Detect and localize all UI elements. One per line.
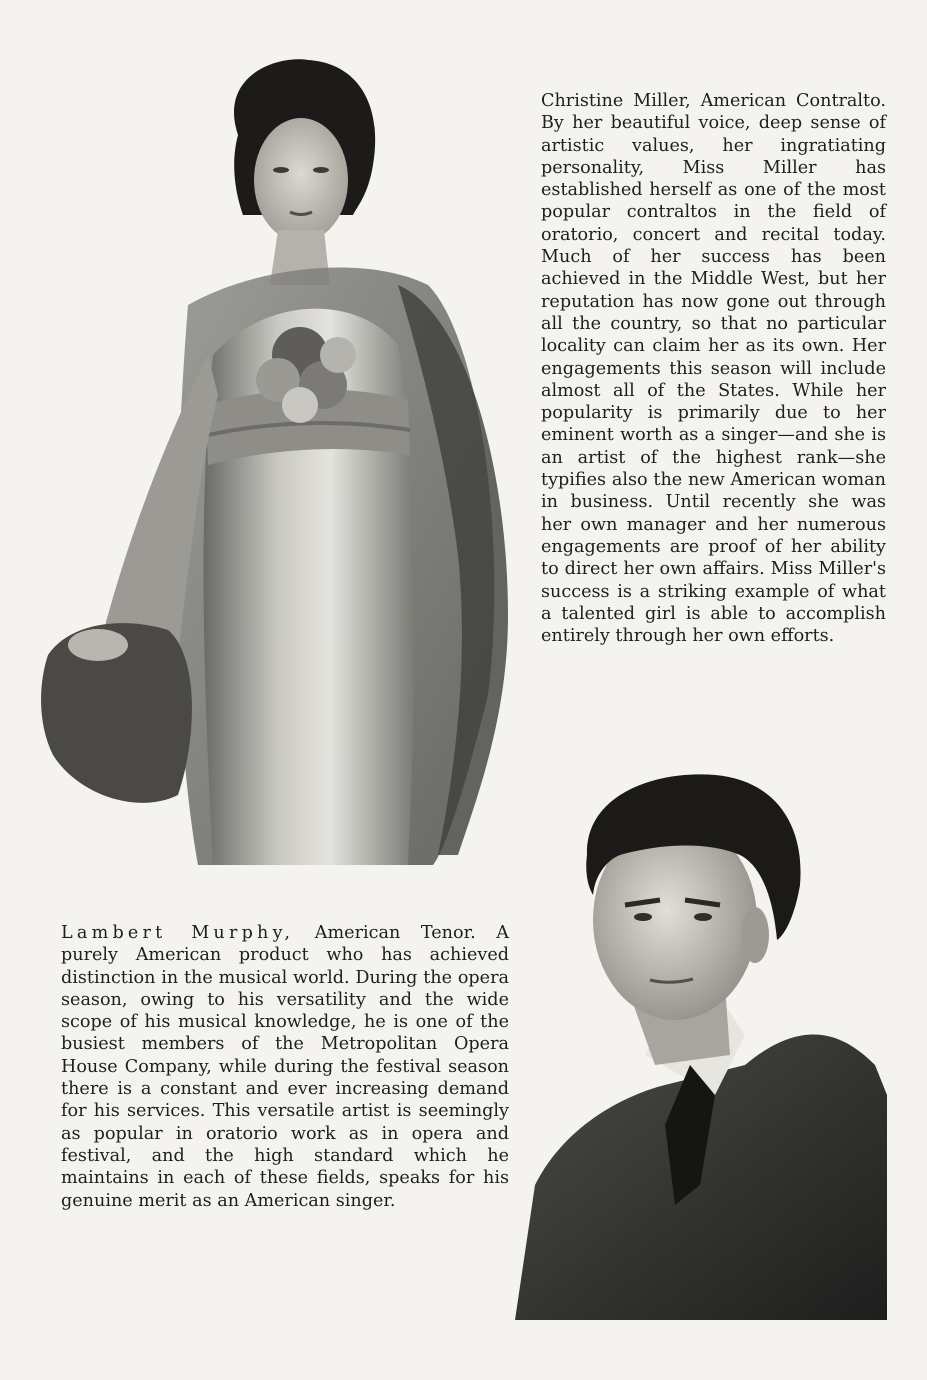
christine-miller-bio [541, 90, 886, 647]
lambert-murphy-body: A purely American product who has achieved distinction in the musical world. During the opera season, owing to his versatility and the wide scope of his musical knowledge, he is one of the busiest members of the Metropolitan Opera House Company, while during the festival season there is a constant and ever increasing demand for his services. This versatile artist is seemingly as popular in oratorio work as in opera and festival, and the high standard which he maintains in each of these fields, speaks for his genuine merit as an American singer. [61, 923, 509, 1211]
christine-miller-body: By her beautiful voice, deep sense of artistic values, her ingratiating personality, Miss Miller has established herself as one of the most popular contraltos in the field of oratorio, concert and recital today. Much of her success has been achieved in the Middle West, but her reputation has now gone out through all the country, so that no particular locality can claim her as its own. Her engagements this season will include almost all of the States. While her popularity is primarily due to her eminent worth as a singer—and she is an artist of the highest rank—she typifies also the new American woman in business. Until recently she was her own manager and her numerous engagements are proof of her ability to direct her own affairs. Miss Miller's success is a striking example of what a talented girl is able to accomplish entirely through her own efforts. [541, 113, 886, 647]
christine-miller-lead: Christine Miller, American Contralto. [541, 91, 886, 111]
lambert-murphy-bio [61, 922, 509, 1212]
portrait-man-photo [515, 765, 887, 1320]
lambert-murphy-name: Lambert Murphy, [61, 923, 295, 943]
portrait-woman-photo [38, 55, 516, 865]
lambert-murphy-lead: American Tenor. [314, 923, 476, 943]
